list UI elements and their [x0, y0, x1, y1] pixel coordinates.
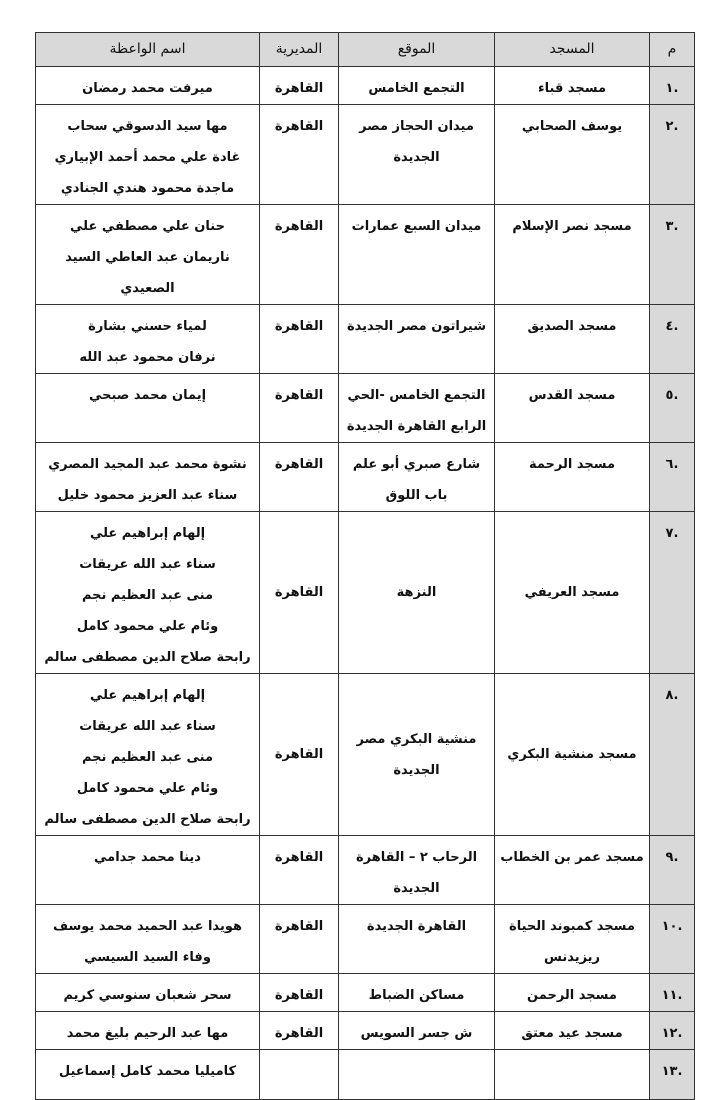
directorate-cell: القاهرة: [260, 205, 339, 305]
preacher-cell-line: سناء عبد الله عريقات: [79, 557, 216, 572]
table-row: [36, 443, 695, 512]
preacher-cell: [36, 105, 260, 205]
location-cell-line: باب اللوق: [385, 488, 448, 503]
preacher-cell-line: سناء عبد الله عريقات: [79, 719, 216, 734]
preacher-cell-line: نرفان محمود عبد الله: [79, 350, 216, 365]
table-row: [36, 836, 695, 905]
row-number: .٤: [650, 305, 695, 374]
preacher-cell-line: إيمان محمد صبحي: [88, 388, 207, 403]
mosque-cell-line: مسجد قباء: [537, 81, 607, 96]
row-number: .١٣: [650, 1050, 695, 1100]
table-row: [36, 67, 695, 105]
preacher-cell-line: رابحة صلاح الدين مصطفى سالم: [44, 650, 251, 665]
row-number: .٢: [650, 105, 695, 205]
mosque-cell: [495, 512, 650, 674]
header-directorate: المديرية: [260, 33, 339, 67]
preacher-cell-line: غادة علي محمد أحمد الإبياري: [54, 150, 241, 165]
preacher-cell-line: ميرفت محمد رمضان: [82, 81, 213, 96]
preacher-cell-line: نشوة محمد عبد المجيد المصري: [48, 457, 247, 472]
header-preacher: اسم الواعظة: [36, 33, 260, 67]
row-number: .١٢: [650, 1012, 695, 1050]
header-num: م: [650, 33, 695, 67]
directorate-cell: القاهرة: [260, 105, 339, 205]
table-row: [36, 974, 695, 1012]
row-number: .٣: [650, 205, 695, 305]
location-cell-line: التجمع الخامس -الحي: [347, 388, 486, 403]
preacher-cell-line: ماجدة محمود هندي الجنادي: [60, 181, 235, 196]
preacher-cell: [36, 305, 260, 374]
mosque-cell: [495, 67, 650, 105]
mosque-cell: [495, 905, 650, 974]
location-cell-line: شارع صبري أبو علم: [352, 457, 481, 472]
mosque-cell-line: مسجد الرحمن: [527, 988, 617, 1003]
mosque-cell: [495, 305, 650, 374]
preacher-cell-line: دينا محمد جدامي: [94, 850, 201, 865]
row-number: .١١: [650, 974, 695, 1012]
mosque-cell: [495, 205, 650, 305]
row-number: .٧: [650, 512, 695, 674]
preacher-cell: [36, 1050, 260, 1100]
directorate-cell: القاهرة: [260, 443, 339, 512]
table-row: [36, 512, 695, 674]
location-cell-line: الجديدة: [393, 881, 440, 896]
preacher-cell: [36, 905, 260, 974]
preacher-cell-line: رابحة صلاح الدين مصطفى سالم: [44, 812, 251, 827]
preacher-cell: [36, 67, 260, 105]
row-number: .٩: [650, 836, 695, 905]
preacher-cell-line: وفاء السيد السيسي: [84, 950, 211, 965]
directorate-cell: القاهرة: [260, 67, 339, 105]
location-cell-line: شيراتون مصر الجديدة: [346, 319, 487, 334]
row-number: .٦: [650, 443, 695, 512]
row-number: .١٠: [650, 905, 695, 974]
mosque-cell-line: يوسف الصحابي: [521, 119, 623, 134]
preacher-cell-line: إلهام إبراهيم علي: [89, 526, 206, 541]
preacher-cell-line: لمياء حسني بشارة: [88, 319, 207, 334]
location-cell-line: الرحاب ٢ – القاهرة: [355, 850, 478, 865]
header-mosque: المسجد: [495, 33, 650, 67]
location-cell-line: مساكن الضباط: [368, 988, 465, 1003]
directorate-cell: القاهرة: [260, 305, 339, 374]
preacher-cell-line: سناء عبد العزيز محمود خليل: [57, 488, 238, 503]
header-location: الموقع: [339, 33, 495, 67]
preacher-cell: [36, 205, 260, 305]
mosque-cell: [495, 974, 650, 1012]
table-row: [36, 905, 695, 974]
mosque-cell: [495, 443, 650, 512]
directorate-cell: القاهرة: [260, 974, 339, 1012]
table-row: [36, 105, 695, 205]
preacher-cell-line: منى عبد العظيم نجم: [81, 750, 214, 765]
preacher-cell: [36, 512, 260, 674]
mosque-cell-line: مسجد عمر بن الخطاب: [500, 850, 644, 865]
preacher-cell-line: وئام علي محمود كامل: [76, 781, 219, 796]
mosque-cell: [495, 105, 650, 205]
header-row: [36, 33, 695, 67]
mosque-preachers-table: [35, 32, 695, 1100]
preacher-cell-line: ناريمان عبد العاطي السيد الصعيدي: [65, 250, 230, 296]
mosque-cell: [495, 1012, 650, 1050]
mosque-cell-line: مسجد عيد معتق: [521, 1026, 623, 1041]
directorate-cell: القاهرة: [260, 905, 339, 974]
mosque-cell: [495, 1050, 650, 1100]
directorate-cell: القاهرة: [260, 374, 339, 443]
location-cell: [339, 836, 495, 905]
directorate-cell: [260, 1050, 339, 1100]
location-cell-line: التجمع الخامس: [368, 81, 465, 96]
preacher-cell-line: وئام علي محمود كامل: [76, 619, 219, 634]
preacher-cell-line: هويدا عبد الحميد محمد يوسف: [53, 919, 242, 934]
mosque-cell-line: ريزيدنس: [543, 950, 601, 965]
location-cell: [339, 305, 495, 374]
location-cell-line: النزهة: [396, 585, 437, 600]
location-cell-line: ش جسر السويس: [360, 1026, 473, 1041]
mosque-cell: [495, 374, 650, 443]
directorate-cell: القاهرة: [260, 512, 339, 674]
location-cell: [339, 105, 495, 205]
preacher-cell-line: سحر شعبان سنوسي كريم: [63, 988, 232, 1003]
location-cell: [339, 974, 495, 1012]
mosque-cell-line: مسجد القدس: [528, 388, 616, 403]
location-cell: [339, 1050, 495, 1100]
location-cell: [339, 674, 495, 836]
table-row: [36, 374, 695, 443]
preacher-cell: [36, 974, 260, 1012]
location-cell-line: الجديدة: [393, 762, 440, 778]
preacher-cell-line: إلهام إبراهيم علي: [89, 688, 206, 703]
mosque-cell: [495, 674, 650, 836]
location-cell: [339, 443, 495, 512]
location-cell-line: الجديدة: [393, 150, 440, 165]
preacher-cell-line: منى عبد العظيم نجم: [81, 588, 214, 603]
location-cell: [339, 1012, 495, 1050]
row-number: .٨: [650, 674, 695, 836]
preacher-cell-line: مها عبد الرحيم بليغ محمد: [66, 1026, 229, 1041]
mosque-cell-line: مسجد منشية البكري: [507, 747, 637, 762]
preacher-cell: [36, 1012, 260, 1050]
table-row: [36, 1012, 695, 1050]
preacher-cell-line: مها سيد الدسوقي سحاب: [67, 119, 228, 134]
directorate-cell: القاهرة: [260, 1012, 339, 1050]
location-cell-line: ميدان السبع عمارات: [351, 219, 482, 234]
mosque-cell-line: مسجد الرحمة: [528, 457, 616, 472]
directorate-cell: القاهرة: [260, 674, 339, 836]
table-row: [36, 205, 695, 305]
mosque-cell-line: مسجد نصر الإسلام: [512, 219, 632, 234]
location-cell: [339, 905, 495, 974]
directorate-cell: القاهرة: [260, 836, 339, 905]
preacher-cell: [36, 443, 260, 512]
preacher-cell-line: كاميليا محمد كامل إسماعيل: [58, 1064, 237, 1079]
mosque-cell-line: مسجد الصديق: [527, 319, 617, 334]
location-cell: [339, 512, 495, 674]
row-number: .٥: [650, 374, 695, 443]
location-cell: [339, 67, 495, 105]
location-cell-line: الرابع القاهرة الجديدة: [346, 419, 487, 434]
preacher-cell: [36, 836, 260, 905]
preacher-cell: [36, 374, 260, 443]
mosque-cell-line: مسجد كمبوند الحياة: [509, 919, 635, 934]
preacher-cell: [36, 674, 260, 836]
location-cell-line: ميدان الحجاز مصر: [359, 119, 474, 134]
location-cell-line: القاهرة الجديدة: [366, 919, 467, 934]
row-number: .١: [650, 67, 695, 105]
table-row: [36, 1050, 695, 1100]
mosque-cell-line: مسجد العريفي: [524, 585, 620, 600]
mosque-cell: [495, 836, 650, 905]
location-cell: [339, 205, 495, 305]
table-row: [36, 305, 695, 374]
preacher-cell-line: حنان علي مصطفي علي: [70, 219, 225, 234]
location-cell: [339, 374, 495, 443]
location-cell-line: منشية البكري مصر: [356, 731, 477, 747]
table-row: [36, 674, 695, 836]
